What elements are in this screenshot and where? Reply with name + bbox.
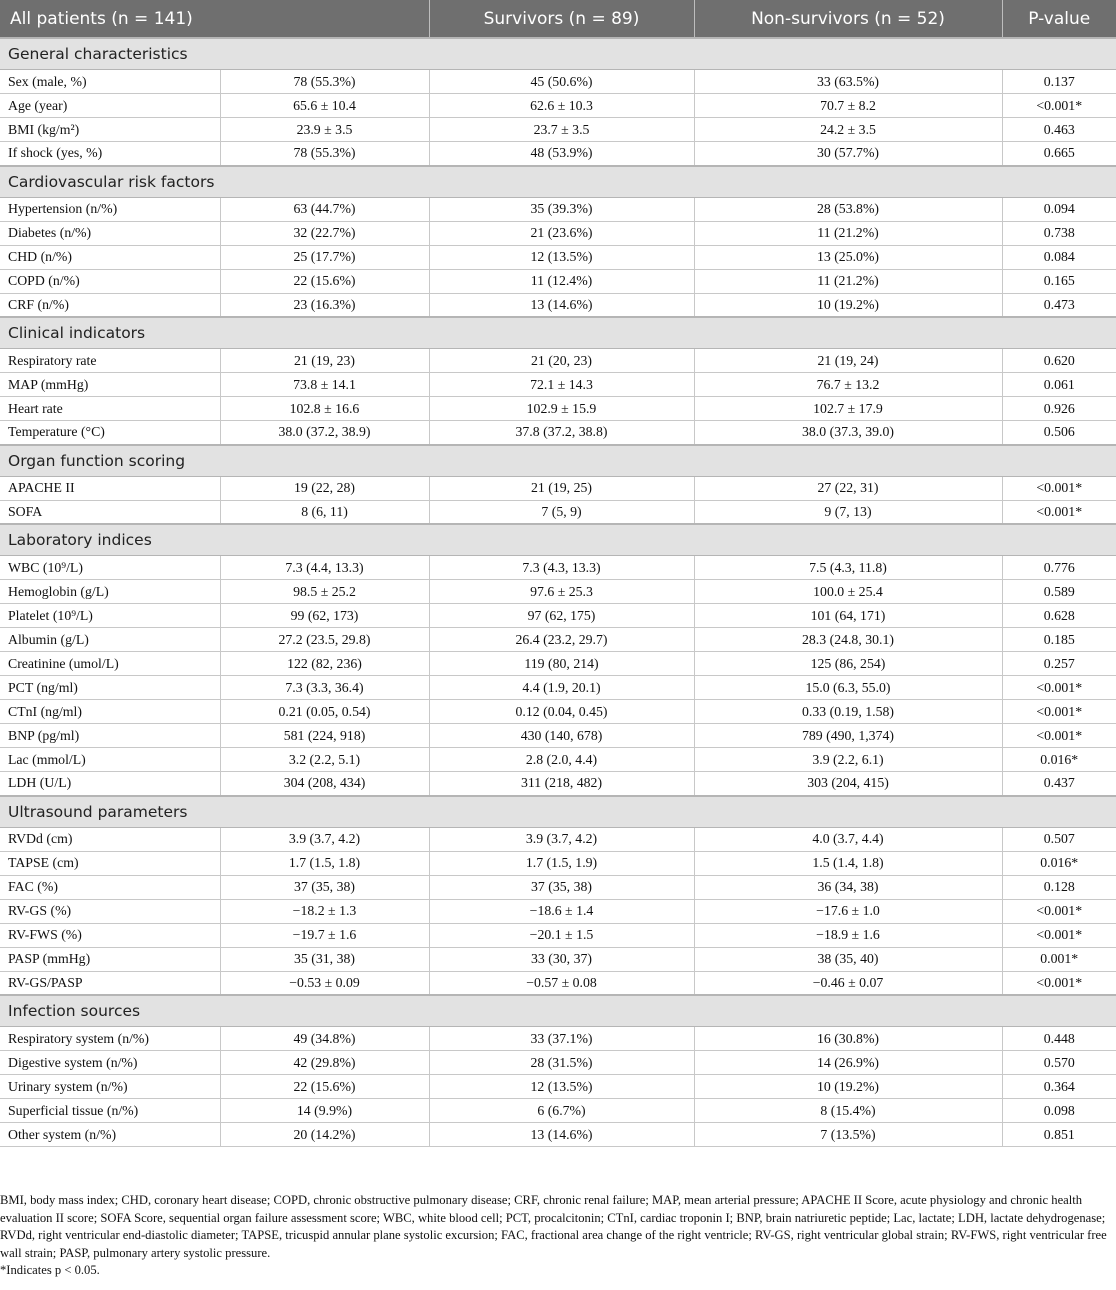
table-row (0, 772, 1116, 796)
all-patients-cell: 78 (55.3%) (220, 70, 429, 94)
significance-note: *Indicates p < 0.05. (0, 1263, 100, 1278)
non-survivors-cell: 9 (7, 13) (694, 500, 1002, 524)
variable-cell: FAC (%) (0, 875, 220, 899)
header-p-value: P-value (1002, 0, 1116, 38)
table-row (0, 293, 1116, 317)
section-header-row (0, 796, 1116, 828)
section-header-row (0, 38, 1116, 70)
p-value-cell: 0.061 (1002, 373, 1116, 397)
non-survivors-cell: 4.0 (3.7, 4.4) (694, 827, 1002, 851)
non-survivors-cell: 101 (64, 171) (694, 604, 1002, 628)
p-value-cell: <0.001* (1002, 500, 1116, 524)
survivors-cell: 33 (37.1%) (429, 1027, 694, 1051)
p-value-cell: <0.001* (1002, 700, 1116, 724)
p-value-cell: 0.665 (1002, 142, 1116, 166)
all-patients-cell: 7.3 (4.4, 13.3) (220, 556, 429, 580)
header-row (0, 0, 1116, 38)
p-value-cell: 0.364 (1002, 1075, 1116, 1099)
variable-cell: APACHE II (0, 476, 220, 500)
non-survivors-cell: 30 (57.7%) (694, 142, 1002, 166)
header-non-survivors: Non-survivors (n = 52) (694, 0, 1002, 38)
survivors-cell: 23.7 ± 3.5 (429, 118, 694, 142)
table-row (0, 142, 1116, 166)
non-survivors-cell: 16 (30.8%) (694, 1027, 1002, 1051)
table-row (0, 676, 1116, 700)
all-patients-cell: 78 (55.3%) (220, 142, 429, 166)
non-survivors-cell: −17.6 ± 1.0 (694, 899, 1002, 923)
variable-cell: Sex (male, %) (0, 70, 220, 94)
non-survivors-cell: 8 (15.4%) (694, 1099, 1002, 1123)
survivors-cell: 62.6 ± 10.3 (429, 94, 694, 118)
variable-cell: CTnI (ng/ml) (0, 700, 220, 724)
variable-cell: SOFA (0, 500, 220, 524)
variable-cell: BMI (kg/m²) (0, 118, 220, 142)
p-value-cell: 0.257 (1002, 652, 1116, 676)
table-row (0, 397, 1116, 421)
section-title: Clinical indicators (0, 317, 1116, 349)
p-value-cell: 0.628 (1002, 604, 1116, 628)
non-survivors-cell: 28.3 (24.8, 30.1) (694, 628, 1002, 652)
section-header-row (0, 317, 1116, 349)
survivors-cell: 102.9 ± 15.9 (429, 397, 694, 421)
all-patients-cell: 25 (17.7%) (220, 245, 429, 269)
survivors-cell: 35 (39.3%) (429, 197, 694, 221)
all-patients-cell: 49 (34.8%) (220, 1027, 429, 1051)
variable-cell: LDH (U/L) (0, 772, 220, 796)
non-survivors-cell: −0.46 ± 0.07 (694, 971, 1002, 995)
all-patients-cell: −19.7 ± 1.6 (220, 923, 429, 947)
survivors-cell: 3.9 (3.7, 4.2) (429, 827, 694, 851)
p-value-cell: 0.001* (1002, 947, 1116, 971)
non-survivors-cell: 7 (13.5%) (694, 1123, 1002, 1147)
all-patients-cell: 102.8 ± 16.6 (220, 397, 429, 421)
p-value-cell: 0.463 (1002, 118, 1116, 142)
all-patients-cell: 20 (14.2%) (220, 1123, 429, 1147)
table-row (0, 1099, 1116, 1123)
survivors-cell: 7 (5, 9) (429, 500, 694, 524)
all-patients-cell: 73.8 ± 14.1 (220, 373, 429, 397)
non-survivors-cell: 21 (19, 24) (694, 349, 1002, 373)
variable-cell: Diabetes (n/%) (0, 221, 220, 245)
table-row (0, 245, 1116, 269)
table-footnote (0, 1192, 1116, 1280)
non-survivors-cell: 27 (22, 31) (694, 476, 1002, 500)
non-survivors-cell: 7.5 (4.3, 11.8) (694, 556, 1002, 580)
variable-cell: Urinary system (n/%) (0, 1075, 220, 1099)
p-value-cell: <0.001* (1002, 676, 1116, 700)
survivors-cell: −0.57 ± 0.08 (429, 971, 694, 995)
all-patients-cell: −18.2 ± 1.3 (220, 899, 429, 923)
variable-cell: Albumin (g/L) (0, 628, 220, 652)
table-row (0, 899, 1116, 923)
non-survivors-cell: −18.9 ± 1.6 (694, 923, 1002, 947)
survivors-cell: 13 (14.6%) (429, 293, 694, 317)
survivors-cell: −18.6 ± 1.4 (429, 899, 694, 923)
variable-cell: Age (year) (0, 94, 220, 118)
non-survivors-cell: 3.9 (2.2, 6.1) (694, 748, 1002, 772)
non-survivors-cell: 10 (19.2%) (694, 293, 1002, 317)
table-row (0, 875, 1116, 899)
p-value-cell: 0.506 (1002, 421, 1116, 445)
table-row (0, 971, 1116, 995)
table-row (0, 500, 1116, 524)
all-patients-cell: 3.2 (2.2, 5.1) (220, 748, 429, 772)
non-survivors-cell: 11 (21.2%) (694, 269, 1002, 293)
p-value-cell: 0.016* (1002, 851, 1116, 875)
variable-cell: Creatinine (umol/L) (0, 652, 220, 676)
non-survivors-cell: 70.7 ± 8.2 (694, 94, 1002, 118)
p-value-cell: 0.507 (1002, 827, 1116, 851)
section-header-row (0, 995, 1116, 1027)
survivors-cell: 26.4 (23.2, 29.7) (429, 628, 694, 652)
survivors-cell: −20.1 ± 1.5 (429, 923, 694, 947)
table-row (0, 748, 1116, 772)
p-value-cell: 0.437 (1002, 772, 1116, 796)
table-row (0, 700, 1116, 724)
all-patients-cell: 23 (16.3%) (220, 293, 429, 317)
variable-cell: RV-GS (%) (0, 899, 220, 923)
p-value-cell: 0.165 (1002, 269, 1116, 293)
survivors-cell: 7.3 (4.3, 13.3) (429, 556, 694, 580)
survivors-cell: 2.8 (2.0, 4.4) (429, 748, 694, 772)
survivors-cell: 6 (6.7%) (429, 1099, 694, 1123)
all-patients-cell: 22 (15.6%) (220, 1075, 429, 1099)
all-patients-cell: 8 (6, 11) (220, 500, 429, 524)
variable-cell: Respiratory rate (0, 349, 220, 373)
p-value-cell: 0.776 (1002, 556, 1116, 580)
non-survivors-cell: 13 (25.0%) (694, 245, 1002, 269)
non-survivors-cell: 38.0 (37.3, 39.0) (694, 421, 1002, 445)
variable-cell: RV-FWS (%) (0, 923, 220, 947)
variable-cell: TAPSE (cm) (0, 851, 220, 875)
non-survivors-cell: 38 (35, 40) (694, 947, 1002, 971)
variable-cell: MAP (mmHg) (0, 373, 220, 397)
variable-cell: WBC (10⁹/L) (0, 556, 220, 580)
all-patients-cell: 37 (35, 38) (220, 875, 429, 899)
all-patients-cell: 14 (9.9%) (220, 1099, 429, 1123)
all-patients-cell: 21 (19, 23) (220, 349, 429, 373)
survivors-cell: 33 (30, 37) (429, 947, 694, 971)
all-patients-cell: 99 (62, 173) (220, 604, 429, 628)
variable-cell: PASP (mmHg) (0, 947, 220, 971)
variable-cell: Temperature (°C) (0, 421, 220, 445)
all-patients-cell: 22 (15.6%) (220, 269, 429, 293)
survivors-cell: 12 (13.5%) (429, 245, 694, 269)
table-row (0, 1051, 1116, 1075)
all-patients-cell: 122 (82, 236) (220, 652, 429, 676)
variable-cell: PCT (ng/ml) (0, 676, 220, 700)
table-row (0, 1123, 1116, 1147)
all-patients-cell: 98.5 ± 25.2 (220, 580, 429, 604)
section-title: General characteristics (0, 38, 1116, 70)
all-patients-cell: 0.21 (0.05, 0.54) (220, 700, 429, 724)
p-value-cell: 0.185 (1002, 628, 1116, 652)
all-patients-cell: 1.7 (1.5, 1.8) (220, 851, 429, 875)
variable-cell: Other system (n/%) (0, 1123, 220, 1147)
p-value-cell: <0.001* (1002, 899, 1116, 923)
table-row (0, 628, 1116, 652)
non-survivors-cell: 76.7 ± 13.2 (694, 373, 1002, 397)
table-row (0, 923, 1116, 947)
survivors-cell: 97.6 ± 25.3 (429, 580, 694, 604)
table-row (0, 373, 1116, 397)
variable-cell: Respiratory system (n/%) (0, 1027, 220, 1051)
header-survivors: Survivors (n = 89) (429, 0, 694, 38)
non-survivors-cell: 303 (204, 415) (694, 772, 1002, 796)
p-value-cell: <0.001* (1002, 476, 1116, 500)
variable-cell: Digestive system (n/%) (0, 1051, 220, 1075)
survivors-cell: 13 (14.6%) (429, 1123, 694, 1147)
survivors-cell: 28 (31.5%) (429, 1051, 694, 1075)
variable-cell: Hemoglobin (g/L) (0, 580, 220, 604)
table-row (0, 197, 1116, 221)
survivors-cell: 37 (35, 38) (429, 875, 694, 899)
table-row (0, 556, 1116, 580)
variable-cell: Superficial tissue (n/%) (0, 1099, 220, 1123)
all-patients-cell: 35 (31, 38) (220, 947, 429, 971)
table-row (0, 827, 1116, 851)
all-patients-cell: 38.0 (37.2, 38.9) (220, 421, 429, 445)
all-patients-cell: 581 (224, 918) (220, 724, 429, 748)
survivors-cell: 48 (53.9%) (429, 142, 694, 166)
non-survivors-cell: 33 (63.5%) (694, 70, 1002, 94)
section-title: Organ function scoring (0, 445, 1116, 477)
section-title: Laboratory indices (0, 524, 1116, 556)
variable-cell: COPD (n/%) (0, 269, 220, 293)
table-row (0, 580, 1116, 604)
p-value-cell: 0.473 (1002, 293, 1116, 317)
variable-cell: Heart rate (0, 397, 220, 421)
p-value-cell: 0.128 (1002, 875, 1116, 899)
table-row (0, 476, 1116, 500)
header-all-patients: All patients (n = 141) (0, 0, 429, 38)
survivors-cell: 21 (23.6%) (429, 221, 694, 245)
all-patients-cell: 3.9 (3.7, 4.2) (220, 827, 429, 851)
table-row (0, 851, 1116, 875)
survivors-cell: 37.8 (37.2, 38.8) (429, 421, 694, 445)
table-row (0, 947, 1116, 971)
non-survivors-cell: 1.5 (1.4, 1.8) (694, 851, 1002, 875)
survivors-cell: 97 (62, 175) (429, 604, 694, 628)
p-value-cell: 0.620 (1002, 349, 1116, 373)
section-title: Cardiovascular risk factors (0, 166, 1116, 198)
all-patients-cell: 63 (44.7%) (220, 197, 429, 221)
survivors-cell: 72.1 ± 14.3 (429, 373, 694, 397)
abbreviations-note: BMI, body mass index; CHD, coronary heart disease; COPD, chronic obstructive pulmonary disease; CRF, chronic renal failure; MAP, mean arterial pressure; APACHE II Score, acute physiology and chronic health evaluation II score; SOFA Score, sequential organ failure assessment score; WBC, white blood cell; PCT, procalcitonin; CTnI, cardiac troponin I; BNP, brain natriuretic peptide; Lac, lactate; LDH, lactate dehydrogenase; RVDd, right ventricular end-diastolic diameter; TAPSE, tricuspid annular plane systolic excursion; FAC, fractional area change of the right ventricle; RV-GS, right ventricular global strain; RV-FWS, right ventricular free wall strain; PASP, pulmonary artery systolic pressure. (0, 1193, 1107, 1260)
p-value-cell: <0.001* (1002, 724, 1116, 748)
survivors-cell: 0.12 (0.04, 0.45) (429, 700, 694, 724)
table-row (0, 1075, 1116, 1099)
non-survivors-cell: 125 (86, 254) (694, 652, 1002, 676)
table-row (0, 269, 1116, 293)
variable-cell: Lac (mmol/L) (0, 748, 220, 772)
table-row (0, 421, 1116, 445)
survivors-cell: 11 (12.4%) (429, 269, 694, 293)
all-patients-cell: 7.3 (3.3, 36.4) (220, 676, 429, 700)
survivors-cell: 4.4 (1.9, 20.1) (429, 676, 694, 700)
all-patients-cell: −0.53 ± 0.09 (220, 971, 429, 995)
table-row (0, 349, 1116, 373)
variable-cell: If shock (yes, %) (0, 142, 220, 166)
survivors-cell: 1.7 (1.5, 1.9) (429, 851, 694, 875)
all-patients-cell: 27.2 (23.5, 29.8) (220, 628, 429, 652)
section-header-row (0, 445, 1116, 477)
non-survivors-cell: 15.0 (6.3, 55.0) (694, 676, 1002, 700)
non-survivors-cell: 36 (34, 38) (694, 875, 1002, 899)
p-value-cell: 0.738 (1002, 221, 1116, 245)
table-row (0, 94, 1116, 118)
non-survivors-cell: 14 (26.9%) (694, 1051, 1002, 1075)
non-survivors-cell: 11 (21.2%) (694, 221, 1002, 245)
p-value-cell: 0.589 (1002, 580, 1116, 604)
non-survivors-cell: 0.33 (0.19, 1.58) (694, 700, 1002, 724)
non-survivors-cell: 102.7 ± 17.9 (694, 397, 1002, 421)
table-row (0, 1027, 1116, 1051)
all-patients-cell: 23.9 ± 3.5 (220, 118, 429, 142)
section-title: Ultrasound parameters (0, 796, 1116, 828)
p-value-cell: 0.016* (1002, 748, 1116, 772)
p-value-cell: <0.001* (1002, 971, 1116, 995)
p-value-cell: 0.084 (1002, 245, 1116, 269)
survivors-cell: 12 (13.5%) (429, 1075, 694, 1099)
p-value-cell: 0.098 (1002, 1099, 1116, 1123)
p-value-cell: 0.094 (1002, 197, 1116, 221)
variable-cell: BNP (pg/ml) (0, 724, 220, 748)
all-patients-cell: 32 (22.7%) (220, 221, 429, 245)
variable-cell: Platelet (10⁹/L) (0, 604, 220, 628)
survivors-cell: 45 (50.6%) (429, 70, 694, 94)
table-row (0, 652, 1116, 676)
section-title: Infection sources (0, 995, 1116, 1027)
non-survivors-cell: 100.0 ± 25.4 (694, 580, 1002, 604)
all-patients-cell: 42 (29.8%) (220, 1051, 429, 1075)
table-row (0, 221, 1116, 245)
variable-cell: Hypertension (n/%) (0, 197, 220, 221)
p-value-cell: 0.448 (1002, 1027, 1116, 1051)
non-survivors-cell: 789 (490, 1,374) (694, 724, 1002, 748)
all-patients-cell: 19 (22, 28) (220, 476, 429, 500)
survivors-cell: 21 (20, 23) (429, 349, 694, 373)
table-row (0, 118, 1116, 142)
table-row (0, 70, 1116, 94)
survivors-cell: 430 (140, 678) (429, 724, 694, 748)
survivors-cell: 119 (80, 214) (429, 652, 694, 676)
all-patients-cell: 304 (208, 434) (220, 772, 429, 796)
p-value-cell: 0.851 (1002, 1123, 1116, 1147)
table-row (0, 724, 1116, 748)
variable-cell: CRF (n/%) (0, 293, 220, 317)
variable-cell: RV-GS/PASP (0, 971, 220, 995)
p-value-cell: 0.570 (1002, 1051, 1116, 1075)
p-value-cell: <0.001* (1002, 94, 1116, 118)
survivors-cell: 21 (19, 25) (429, 476, 694, 500)
section-header-row (0, 166, 1116, 198)
table-row (0, 604, 1116, 628)
section-header-row (0, 524, 1116, 556)
variable-cell: CHD (n/%) (0, 245, 220, 269)
p-value-cell: 0.926 (1002, 397, 1116, 421)
non-survivors-cell: 24.2 ± 3.5 (694, 118, 1002, 142)
survivors-cell: 311 (218, 482) (429, 772, 694, 796)
non-survivors-cell: 28 (53.8%) (694, 197, 1002, 221)
all-patients-cell: 65.6 ± 10.4 (220, 94, 429, 118)
p-value-cell: 0.137 (1002, 70, 1116, 94)
p-value-cell: <0.001* (1002, 923, 1116, 947)
non-survivors-cell: 10 (19.2%) (694, 1075, 1002, 1099)
table-body (0, 38, 1116, 1147)
variable-cell: RVDd (cm) (0, 827, 220, 851)
